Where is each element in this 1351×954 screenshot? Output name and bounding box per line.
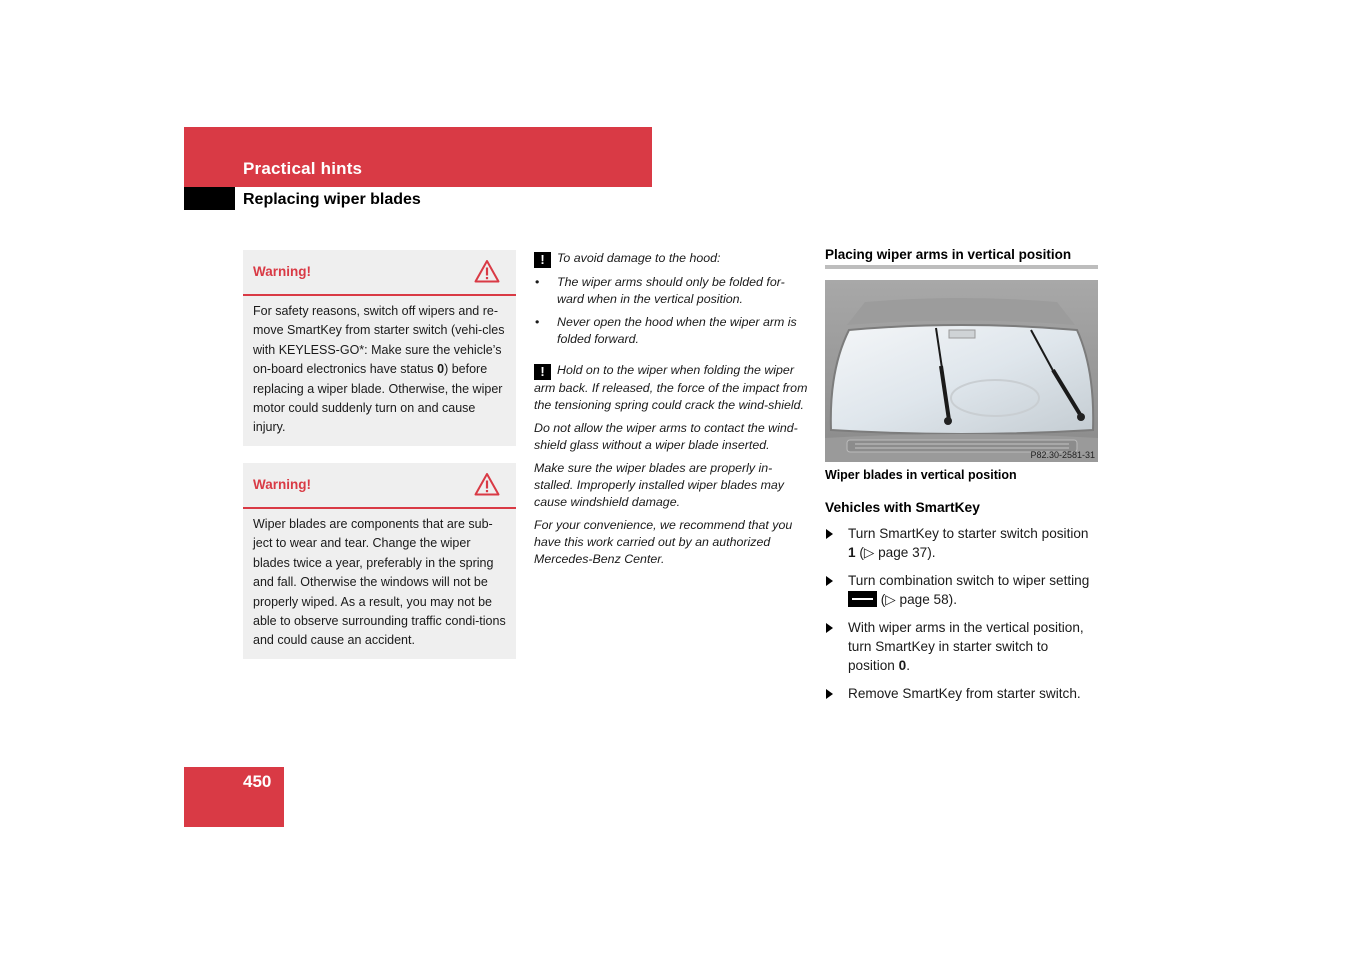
list-item [825, 524, 1098, 563]
notice-paragraph: Make sure the wiper blades are properly in-stalled. Improperly installed wiper blades may cause windshield damage. [534, 461, 784, 509]
section-title: Practical hints [243, 159, 363, 178]
list-item [825, 684, 1098, 703]
warning-triangle-icon [474, 472, 500, 496]
warning-triangle-icon [474, 259, 500, 283]
instructions-column [825, 245, 1098, 711]
list-item [825, 618, 1098, 676]
photo-caption: Wiper blades in vertical position [825, 468, 1017, 482]
wiper-setting-icon [848, 591, 877, 607]
warning-header [243, 250, 516, 296]
warning-text-part: For safety reasons, switch off wipers and re-move SmartKey from starter switch (vehi-cles with KEYLESS-GO*: Make sure the vehicle’s on-board electronics have status [253, 304, 505, 377]
notice-1-intro: To avoid damage to the hood: [557, 251, 721, 265]
bullet-arrow-icon [826, 689, 833, 699]
notice-2 [534, 362, 809, 414]
notice-2-text: Hold on to the wiper when folding the wiper arm back. If released, the force of the impact from the tensioning spring could crack the wind-shield. [534, 363, 808, 412]
list-item [825, 571, 1098, 610]
photo-code: P82.30-2581-31 [1030, 450, 1095, 460]
bullet-arrow-icon [826, 576, 833, 586]
warning-box-2 [243, 463, 516, 659]
notice-paragraph: For your convenience, we recommend that you have this work carried out by an authorized Mercedes-Benz Center. [534, 518, 793, 566]
vehicles-heading: Vehicles with SmartKey [825, 500, 980, 515]
windshield-photo [825, 280, 1098, 462]
section-tab-marker [184, 187, 235, 210]
step-text: With wiper arms in the vertical position, turn SmartKey in starter switch to position [848, 619, 1084, 674]
position-value: 1 [848, 545, 856, 561]
warning-header [243, 463, 516, 509]
page-reference: (▷ page 58). [877, 592, 957, 608]
list-item: • The wiper arms should only be folded for-ward when in the vertical position. [534, 274, 809, 308]
step-text: Remove SmartKey from starter switch. [848, 685, 1081, 701]
bullet-arrow-icon [826, 529, 833, 539]
warning-text-part: ) before replacing a wiper blade. Otherwise, the wiper motor could suddenly turn on and cause injury. [253, 362, 503, 435]
instructions-heading: Placing wiper arms in vertical position [825, 245, 1098, 269]
page-reference: (▷ page 37). [855, 545, 936, 561]
warning-label: Warning! [253, 477, 311, 492]
page-number: 450 [243, 772, 272, 791]
notice-1 [534, 250, 809, 268]
status-value: 0 [437, 362, 445, 377]
notice-paragraph: Do not allow the wiper arms to contact the wind-shield glass without a wiper blade inserted. [534, 421, 798, 452]
step-text: . [906, 658, 910, 674]
position-value: 0 [898, 658, 907, 674]
steps-list [825, 524, 1098, 703]
warning-box-1 [243, 250, 516, 446]
warning-label: Warning! [253, 264, 311, 279]
windshield-illustration [825, 280, 1098, 462]
warning-text [243, 296, 516, 446]
notice-column [534, 250, 809, 574]
step-text: Turn combination switch to wiper setting [848, 572, 1090, 588]
warning-text-body: Wiper blades are components that are sub-ject to wear and tear. Change the wiper blades twice a year, preferably in the spring and fall. Otherwise the windows will not be properly wiped. As a result, you may not be able to observe surrounding traffic condi-tions and could cause an accident. [253, 517, 506, 648]
notice-1-bullets [534, 274, 809, 348]
exclamation-icon: ! [534, 364, 551, 380]
warning-text [243, 509, 516, 659]
subsection-title: Replacing wiper blades [243, 191, 421, 208]
exclamation-icon: ! [534, 252, 551, 268]
list-item: • Never open the hood when the wiper arm is folded forward. [534, 314, 809, 348]
bullet-arrow-icon [826, 623, 833, 633]
step-text: Turn SmartKey to starter switch position [848, 526, 1089, 541]
